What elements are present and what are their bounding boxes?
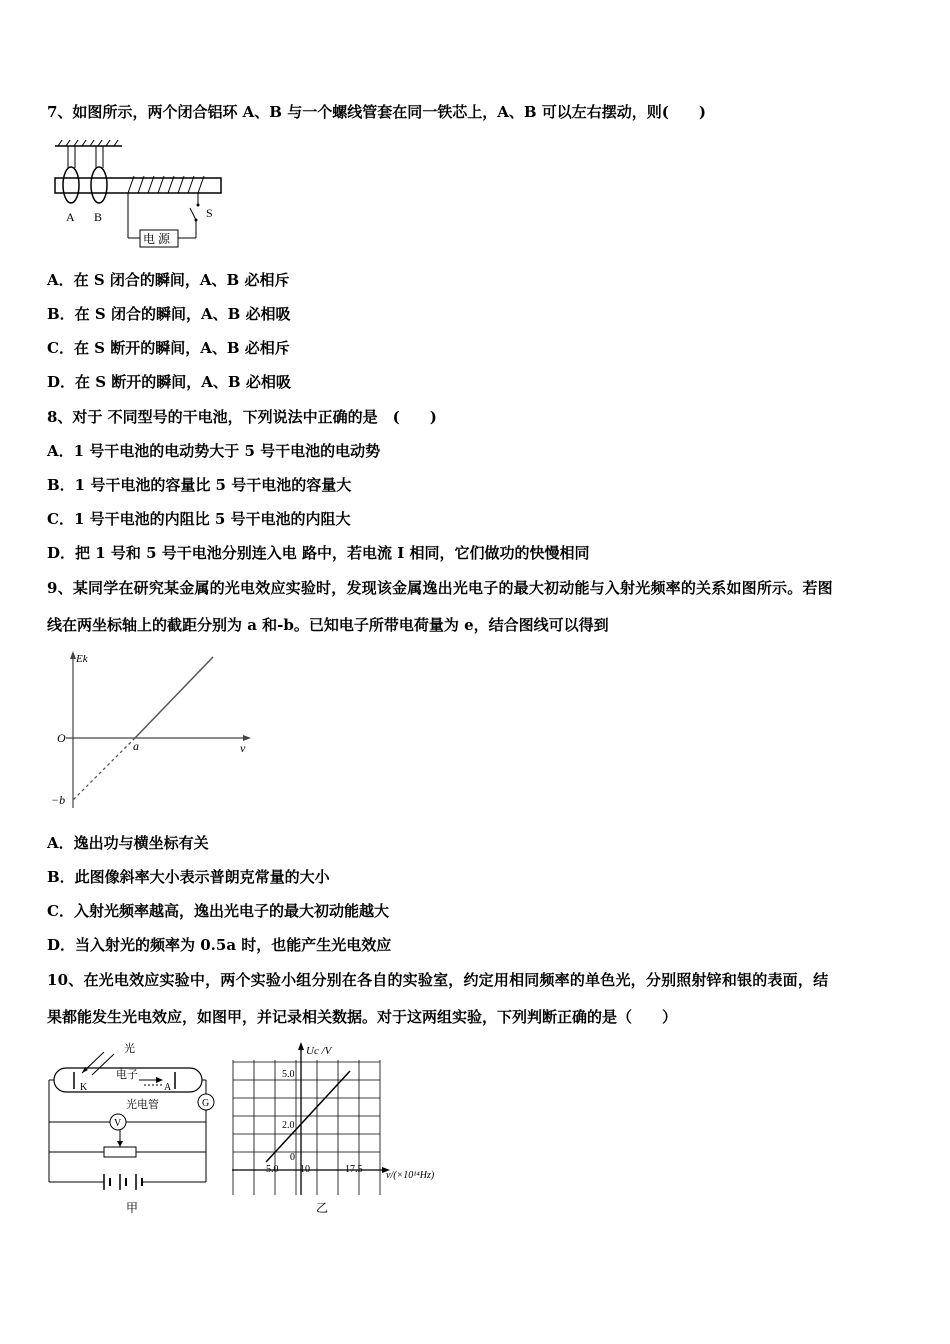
q9-option-c: C．入射光频率越高，逸出光电子的最大初动能越大 bbox=[47, 902, 389, 920]
ring-a bbox=[63, 167, 79, 203]
q7-option-c: C．在 S 断开的瞬间，A、B 必相斥 bbox=[47, 339, 290, 357]
q9-stem-line1: 9、某同学在研究某金属的光电效应实验时，发现该金属逸出光电子的最大初动能与入射光频率的关系如图所示。若图 bbox=[47, 579, 833, 597]
voltmeter-label: V bbox=[114, 1118, 122, 1129]
cathode-label: K bbox=[80, 1082, 88, 1093]
q9-stem-line2: 线在两坐标轴上的截距分别为 a 和-b。已知电子所带电荷量为 e，结合图线可以得到 bbox=[47, 616, 609, 634]
x-tick-5: 5.0 bbox=[266, 1164, 279, 1175]
light-label: 光 bbox=[124, 1043, 135, 1055]
rheostat bbox=[104, 1147, 136, 1157]
y-tick-5: 5.0 bbox=[282, 1069, 295, 1080]
q9-option-b: B．此图像斜率大小表示普朗克常量的大小 bbox=[47, 868, 330, 886]
q7-stem: 7、如图所示，两个闭合铝环 A、B 与一个螺线管套在同一铁芯上，A、B 可以左右摆动，则( ) bbox=[47, 103, 706, 121]
q8-option-d: D．把 1 号和 5 号干电池分别连入电 路中，若电流 I 相同，它们做功的快慢相同 bbox=[47, 544, 590, 562]
q9-option-d: D．当入射光的频率为 0.5a 时，也能产生光电效应 bbox=[47, 936, 392, 954]
q8-option-b: B．1 号干电池的容量比 5 号干电池的容量大 bbox=[47, 476, 352, 494]
ring-b-label: B bbox=[94, 210, 103, 224]
q8-option-a: A．1 号干电池的电动势大于 5 号干电池的电动势 bbox=[47, 442, 381, 460]
anode-label: A bbox=[164, 1082, 172, 1093]
ek-dashed-extension bbox=[73, 738, 135, 800]
galvanometer-label: G bbox=[202, 1098, 210, 1109]
nu-unit-label: ν/(×10¹⁴Hz) bbox=[386, 1170, 435, 1181]
q10-uc-graph bbox=[228, 1040, 468, 1220]
uc-axis-label: Uc /V bbox=[306, 1045, 332, 1057]
q7-option-b: B．在 S 闭合的瞬间，A、B 必相吸 bbox=[47, 305, 291, 323]
q9-ek-graph bbox=[48, 648, 258, 818]
q7-solenoid-figure bbox=[50, 138, 230, 253]
ring-b bbox=[91, 167, 107, 203]
q8-option-c: C．1 号干电池的内阻比 5 号干电池的内阻大 bbox=[47, 510, 351, 528]
ring-a-label: A bbox=[66, 210, 75, 224]
power-source-label: 电 源 bbox=[143, 232, 171, 246]
q8-stem: 8、对于 不同型号的干电池，下列说法中正确的是 ( ) bbox=[47, 408, 437, 426]
x-tick-17-5: 17.5 bbox=[345, 1164, 363, 1175]
y-intercept-label: −b bbox=[51, 793, 66, 807]
nu-axis-label: ν bbox=[240, 741, 246, 755]
figure-jia-caption: 甲 bbox=[126, 1201, 139, 1215]
q7-option-d: D．在 S 断开的瞬间，A、B 必相吸 bbox=[47, 373, 291, 391]
q9-option-a: A．逸出功与横坐标有关 bbox=[47, 834, 209, 852]
q10-circuit-figure bbox=[44, 1040, 224, 1220]
origin-label: O bbox=[57, 731, 66, 745]
ek-axis-label: Ek bbox=[76, 653, 88, 665]
ek-line bbox=[135, 657, 213, 738]
x-intercept-label: a bbox=[133, 739, 139, 753]
uc-line bbox=[266, 1071, 350, 1162]
electron-label: 电子 bbox=[116, 1069, 138, 1081]
y-tick-2: 2.0 bbox=[282, 1120, 295, 1131]
figure-yi-caption: 乙 bbox=[316, 1201, 329, 1215]
q10-stem-line2: 果都能发生光电效应，如图甲，并记录相关数据。对于这两组实验，下列判断正确的是（ ） bbox=[47, 1008, 678, 1026]
phototube-label: 光电管 bbox=[126, 1099, 159, 1111]
q10-stem-line1: 10、在光电效应实验中，两个实验小组分别在各自的实验室，约定用相同频率的单色光，分别照射锌和银的表面，结 bbox=[47, 971, 829, 989]
q7-option-a: A．在 S 闭合的瞬间，A、B 必相斥 bbox=[47, 271, 290, 289]
switch-label: S bbox=[206, 206, 213, 220]
x-tick-10: 10 bbox=[300, 1164, 310, 1175]
y-tick-0: 0 bbox=[290, 1152, 295, 1163]
